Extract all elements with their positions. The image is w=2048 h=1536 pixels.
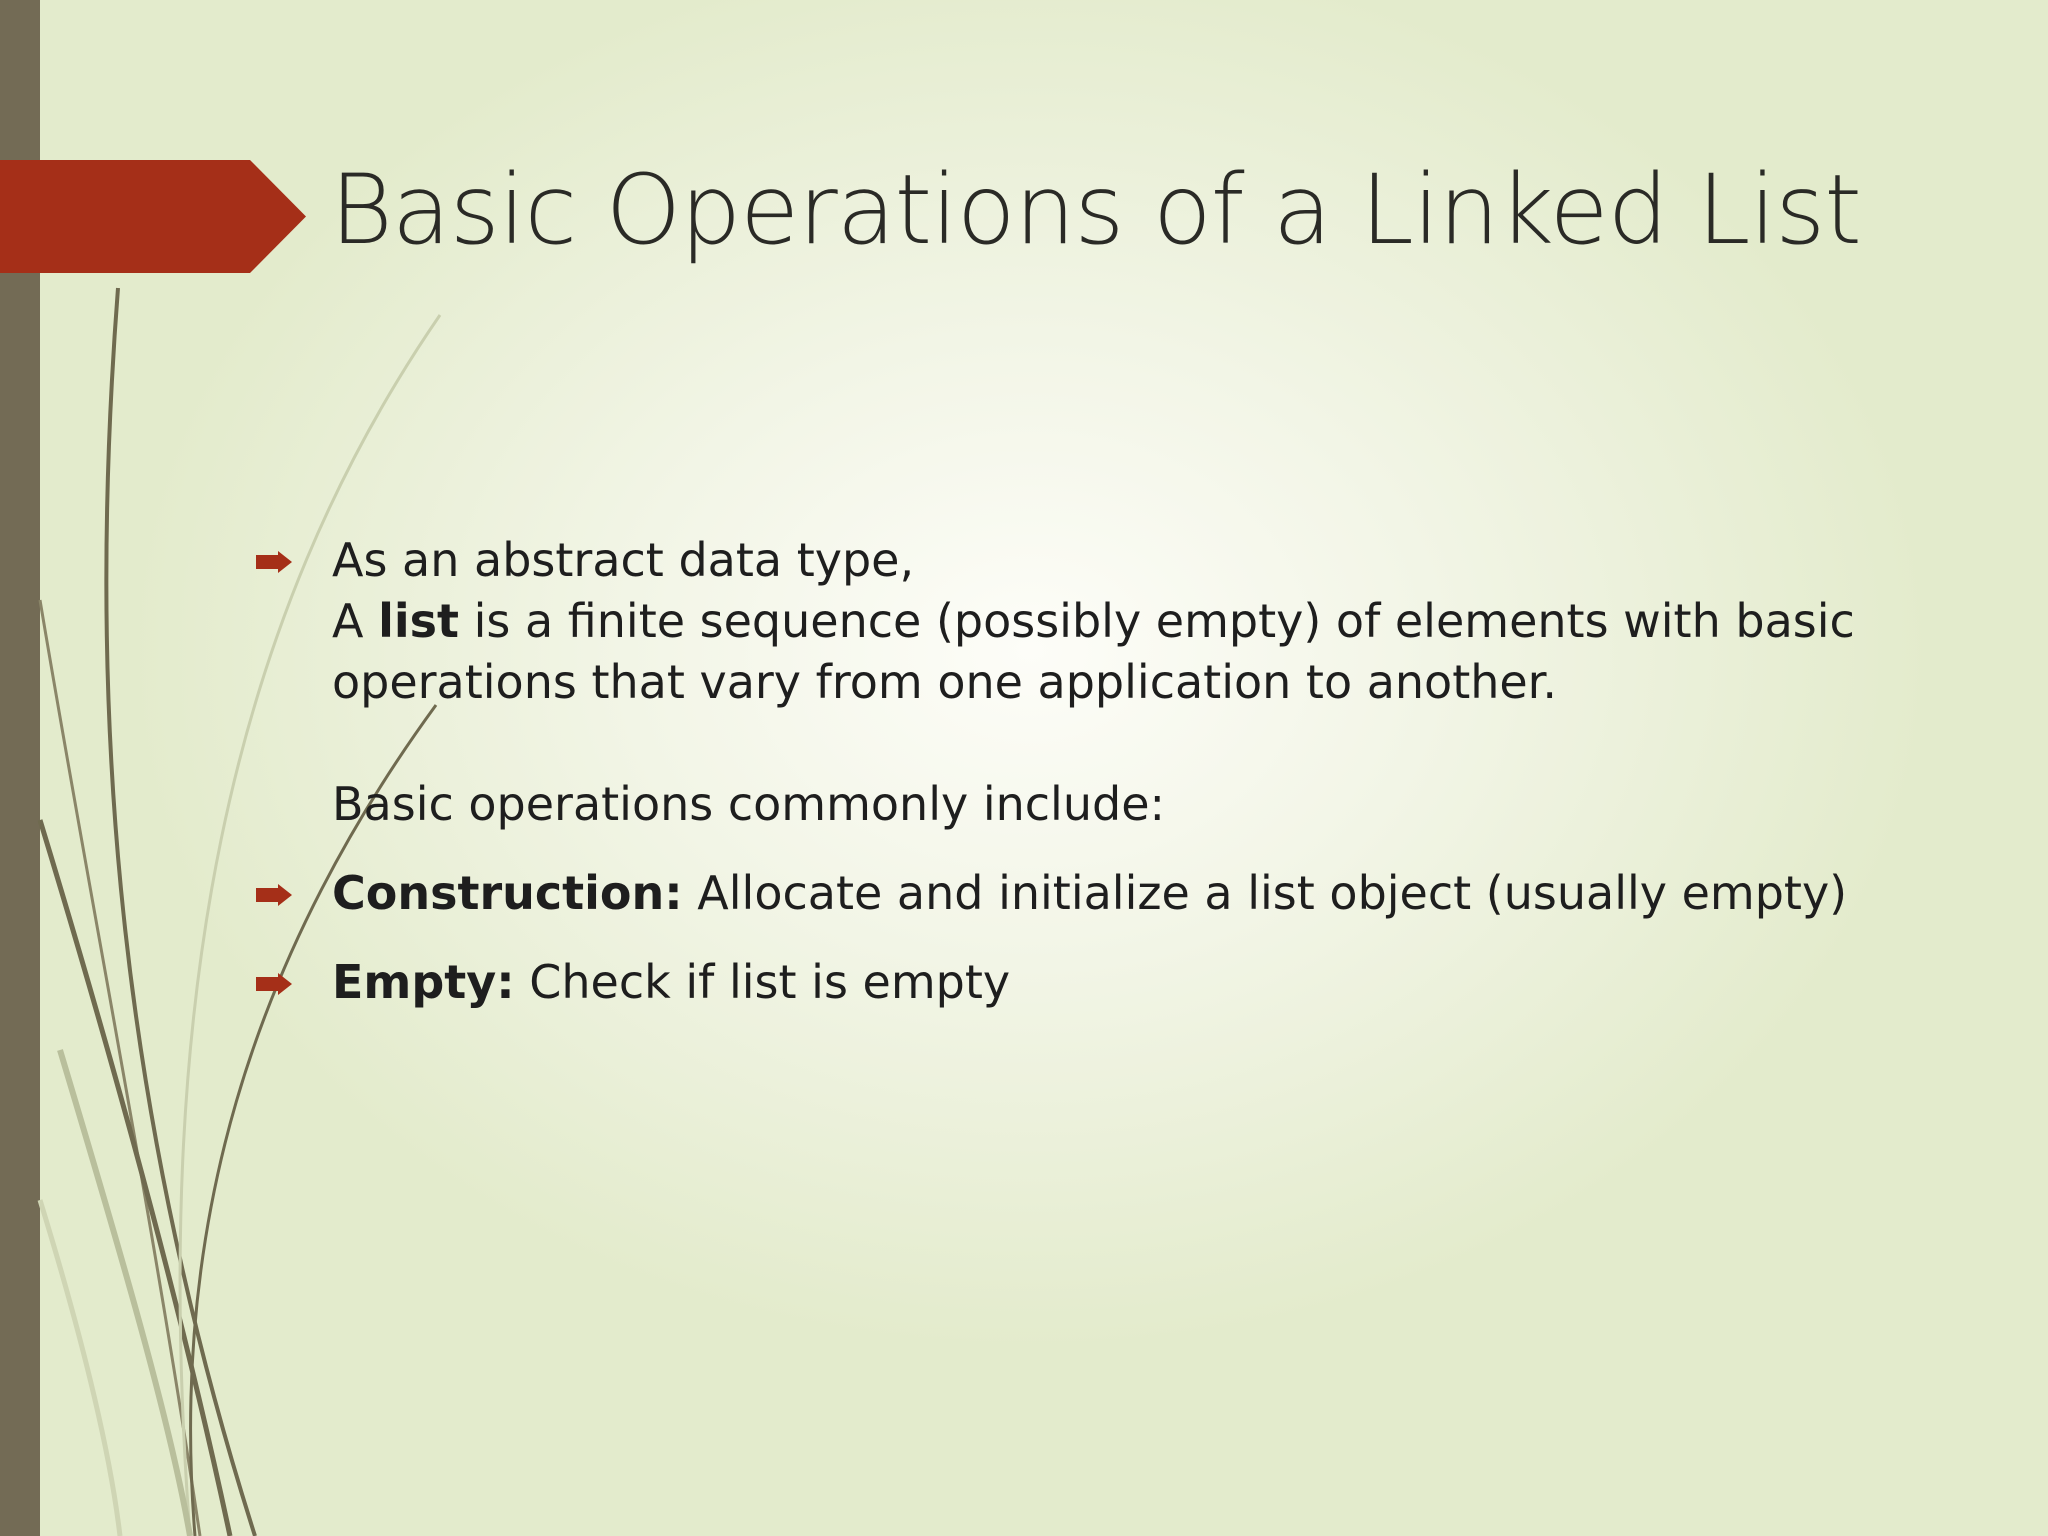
line-operations-vary: operations that vary from one application to another.	[332, 655, 1557, 709]
bullet-list	[252, 530, 1972, 1013]
arrow-right-icon	[256, 973, 292, 995]
term-construction: Construction:	[332, 866, 683, 920]
slide-title: Basic Operations of a Linked List	[330, 154, 1861, 266]
title-pentagon-arrow-icon	[0, 160, 310, 273]
arrow-right-icon	[256, 884, 292, 906]
line-list-definition	[332, 591, 1972, 652]
paragraph-spacer	[332, 713, 1972, 774]
term-empty: Empty:	[332, 955, 515, 1009]
line-abstract-data-type: As an abstract data type,	[332, 533, 915, 587]
term-list: list	[378, 594, 459, 648]
bullet-item-empty	[252, 952, 1972, 1013]
bullet-item-abstract-data-type	[252, 530, 1972, 835]
line-suffix: is a finite sequence (possibly empty) of elements with basic	[459, 594, 1855, 648]
bullet-item-construction	[252, 863, 1972, 924]
empty-description: Check if list is empty	[514, 955, 1011, 1009]
construction-description: Allocate and initialize a list object (usually empty)	[682, 866, 1848, 920]
arrow-right-icon	[256, 551, 292, 573]
line-prefix: A	[332, 594, 379, 648]
line-basic-operations-include: Basic operations commonly include:	[332, 777, 1165, 831]
